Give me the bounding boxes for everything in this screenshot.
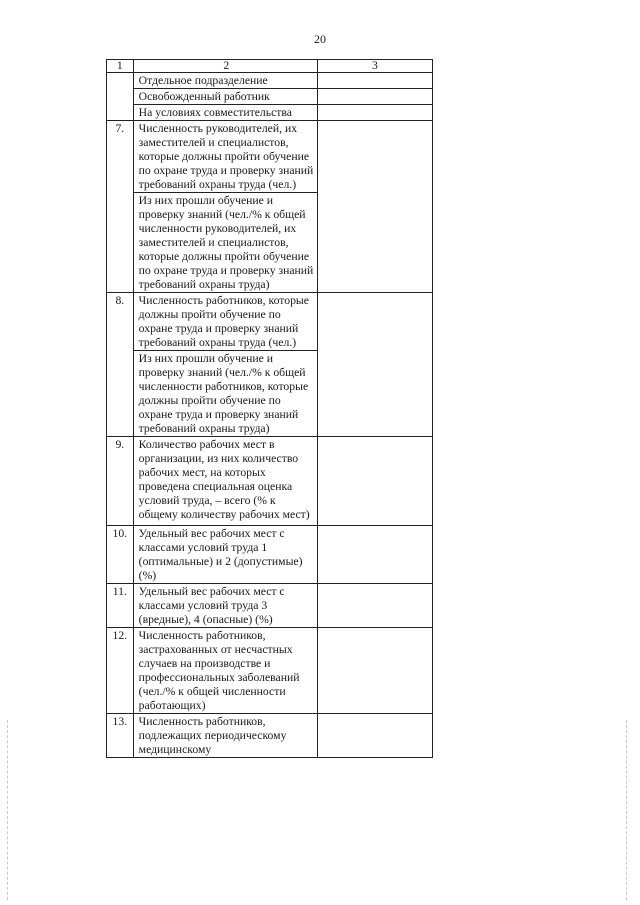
row-text: Освобожденный работник (133, 89, 317, 105)
table-row (107, 628, 433, 714)
row-text: Удельный вес рабочих мест с классами условий труда 1 (оптимальные) и 2 (допустимые) (%) (133, 526, 317, 584)
table-row (107, 437, 433, 526)
table-row (107, 714, 433, 758)
column-header-1: 1 (107, 60, 134, 73)
value-cell (317, 105, 432, 121)
row-text: Численность работников, застрахованных от несчастных случаев на производстве и профессиональных заболеваний (чел./% к общей численности работающих) (133, 628, 317, 714)
column-header-2: 2 (133, 60, 317, 73)
value-cell (317, 714, 432, 758)
value-cell (317, 89, 432, 105)
column-header-3: 3 (317, 60, 432, 73)
row-number: 10. (107, 526, 134, 584)
table-row (107, 293, 433, 351)
value-cell (317, 584, 432, 628)
row-text: На условиях совместительства (133, 105, 317, 121)
value-cell (317, 437, 432, 526)
table-row (107, 89, 433, 105)
scan-edge-left (7, 720, 8, 900)
table-row (107, 121, 433, 193)
table-header-row (107, 60, 433, 73)
row-number: 7. (107, 121, 134, 293)
row-text: Из них прошли обучение и проверку знаний (чел./% к общей численности руководителей, их заместителей и специалистов, которые должны пройти обучение по охране труда и проверку знаний требований охраны труда) (133, 193, 317, 293)
row-text: Отдельное подразделение (133, 73, 317, 89)
table-row (107, 105, 433, 121)
report-table (106, 59, 433, 758)
row-text: Численность работников, подлежащих периодическому медицинскому (133, 714, 317, 758)
row-number: 9. (107, 437, 134, 526)
value-cell (317, 293, 432, 437)
row-text: Количество рабочих мест в организации, из них количество рабочих мест, на которых проведена специальная оценка условий труда, – всего (% к общему количеству рабочих мест) (133, 437, 317, 526)
value-cell (317, 121, 432, 293)
value-cell (317, 73, 432, 89)
table-row (107, 526, 433, 584)
row-number: 11. (107, 584, 134, 628)
value-cell (317, 628, 432, 714)
row-text: Численность руководителей, их заместителей и специалистов, которые должны пройти обучение по охране труда и проверку знаний требований охраны труда (чел.) (133, 121, 317, 193)
table-row (107, 73, 433, 89)
table-row (107, 584, 433, 628)
row-number: 12. (107, 628, 134, 714)
row-number (107, 73, 134, 121)
row-text: Численность работников, которые должны пройти обучение по охране труда и проверку знаний требований охраны труда (чел.) (133, 293, 317, 351)
page-number: 20 (314, 32, 326, 46)
value-cell (317, 526, 432, 584)
scan-edge-right (626, 720, 627, 900)
row-number: 8. (107, 293, 134, 437)
row-text: Из них прошли обучение и проверку знаний (чел./% к общей численности работников, которые должны пройти обучение по охране труда и проверку знаний требований охраны труда) (133, 351, 317, 437)
row-text: Удельный вес рабочих мест с классами условий труда 3 (вредные), 4 (опасные) (%) (133, 584, 317, 628)
row-number: 13. (107, 714, 134, 758)
